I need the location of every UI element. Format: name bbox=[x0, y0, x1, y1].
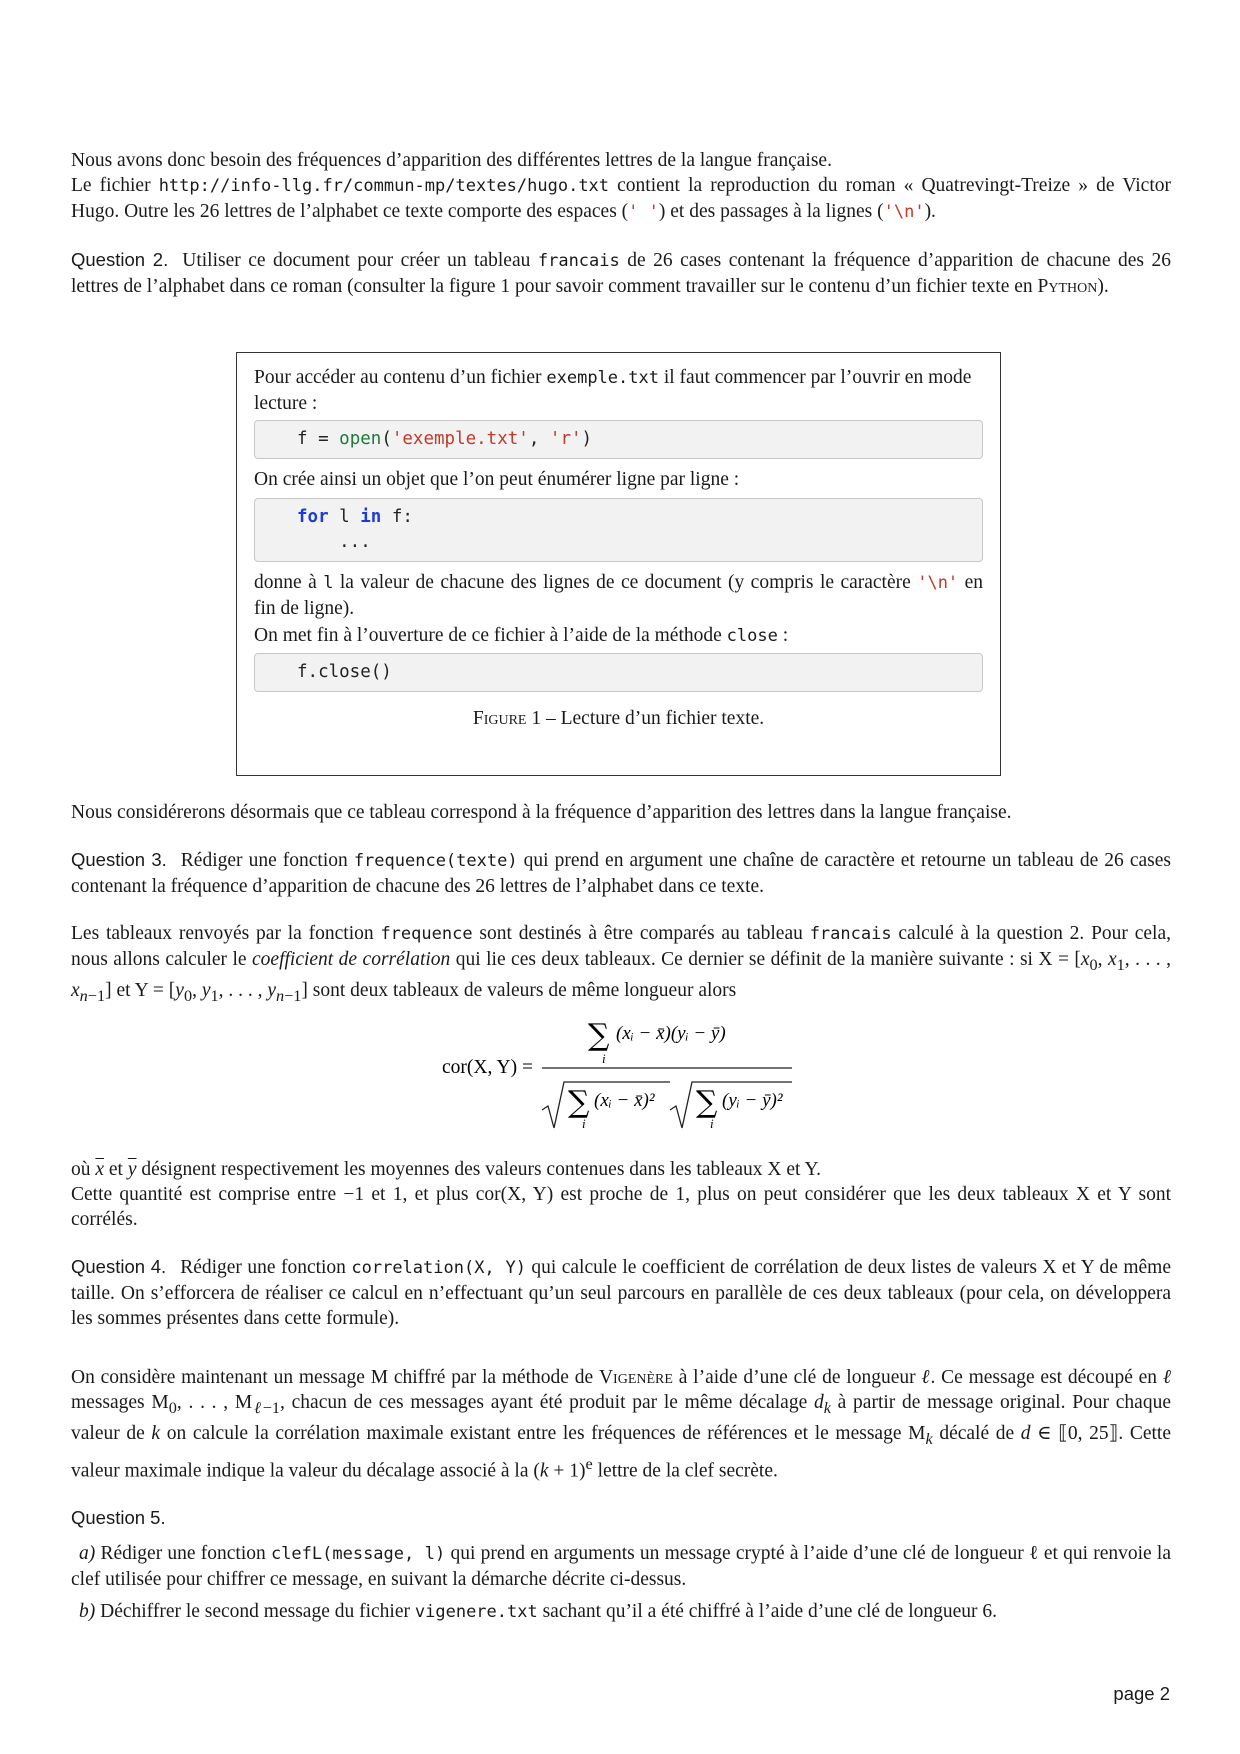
figure-text-4: On met fin à l’ouverture de ce fichier à l’aide de la méthode close : bbox=[254, 625, 789, 646]
correlation-paragraph: Les tableaux renvoyés par la fonction frequence sont destinés à être comparés au tableau francais calculé à la question 2. Pour cela, nous allons calculer le coefficient de corrélation qui lie ces deux tableaux. Ce dernier se définit de la manière suivante : si $X = [x_0$, $x_1$, . . . , $x_{n-1}$] et $Y = [y_0$, $y_1$, . . . , $y_{n-1}$] sont deux tableaux de valeurs de même longueur alors bbox=[71, 923, 1171, 1005]
question-label: Question 2. bbox=[71, 249, 169, 270]
question-5-label: Question 5. bbox=[71, 1507, 166, 1529]
code-block-open: f = open('exemple.txt', 'r') bbox=[254, 420, 983, 459]
paragraph-after-figure: Nous considérerons désormais que ce tableau correspond à la fréquence d’apparition des lettres dans la langue française. bbox=[71, 802, 1012, 823]
sum-index: i bbox=[602, 1051, 606, 1066]
means-paragraph: où $\overline{x}$ et $\overline{y}$ désignent respectivement les moyennes des valeurs contenues dans les tableaux X et Y. Cette quantité est comprise entre −1 et 1, et plus cor(X, Y) est proche de 1, plus on peut considérer que les deux tableaux X et Y sont corrélés. bbox=[71, 1159, 1171, 1230]
question-3: Question 3. Rédiger une fonction frequence(texte) qui prend en argument une chaîne de caractère et retourne un tableau de 26 cases contenant la fréquence d’apparition de chacune des 26 lettres de l’alphabet dans ce texte. bbox=[71, 849, 1171, 897]
formula-denominator-1: (xᵢ − x̄)² bbox=[594, 1090, 655, 1111]
page-body-2 bbox=[71, 800, 1171, 1009]
question-5b: b) Déchiffrer le second message du fichier vigenere.txt sachant qu’il a été chiffré à l’aide d’une clé de longueur 6. bbox=[79, 1601, 998, 1623]
figure-text-2: On crée ainsi un objet que l’on peut énumérer ligne par ligne : bbox=[254, 469, 740, 490]
formula-denominator-2: (yᵢ − ȳ)² bbox=[722, 1090, 783, 1111]
sum-index-3: i bbox=[710, 1116, 714, 1131]
formula-svg bbox=[430, 1010, 830, 1130]
hugo-url: http://info-llg.fr/commun-mp/textes/hugo.txt bbox=[158, 176, 610, 196]
question-5a: a) Rédiger une fonction clefL(message, l) qui prend en arguments un message crypté à l’aide d’une clé de longueur ℓ et qui renvoie la clef utilisée pour chiffrer ce message, en suivant la démarche décrite ci-dessus. bbox=[71, 1543, 1171, 1591]
question-5-items bbox=[71, 1541, 1171, 1625]
sum-icon: ∑ bbox=[588, 1018, 610, 1053]
sum-icon-2: ∑ bbox=[568, 1085, 590, 1120]
formula-lhs: cor(X, Y) = bbox=[442, 1057, 533, 1078]
figure-text-1: Pour accéder au contenu d’un fichier exemple.txt il faut commencer par l’ouvrir en mode lecture : bbox=[254, 367, 972, 414]
vigenere-paragraph: On considère maintenant un message M chiffré par la méthode de Vigenère à l’aide d’une clé de longueur ℓ. Ce message est découpé en ℓ messages $M_0$, . . . , $M_{\ell-1}$, chacun de ces messages ayant été produit par le même décalage $d_k$ à partir de message original. Pour chaque valeur de k on calcule la corrélation maximale existant entre les fréquences de références et le message $M_k$ décalé de d ∈ ⟦0, 25⟧. Cette valeur maximale indique la valeur du décalage associé à la $(k + 1)^e$ lettre de la clef secrète. bbox=[71, 1367, 1171, 1482]
sum-index-2: i bbox=[582, 1116, 586, 1131]
formula-numerator: (xᵢ − x̄)(yᵢ − ȳ) bbox=[616, 1023, 726, 1044]
page-body-3 bbox=[71, 1157, 1171, 1625]
figure-caption: Figure 1 – Lecture d’un fichier texte. bbox=[472, 708, 765, 729]
question-2: Question 2. Utiliser ce document pour créer un tableau francais de 26 cases contenant la fréquence d’apparition de chacune des 26 lettres de l’alphabet dans ce roman (consulter la figure 1 pour savoir comment travailler sur le contenu d’un fichier texte en Python). bbox=[71, 249, 1171, 297]
question-4: Question 4. Rédiger une fonction correlation(X, Y) qui calcule le coefficient de corrélation de deux listes de valeurs X et Y de même taille. On s’efforcera de réaliser ce calcul en n’effectuant qu’un seul parcours en parallèle de ces deux tableaux (pour cela, on développera les sommes présentes dans cette formule). bbox=[71, 1256, 1171, 1329]
figure-text-3: donne à l la valeur de chacune des lignes de ce document (y compris le caractère '\n' en fin de ligne). bbox=[254, 572, 984, 619]
intro-paragraph: Nous avons donc besoin des fréquences d’apparition des différentes lettres de la langue française. Le fichier http://info-llg.fr/commun-mp/textes/hugo.txt contient la reproduction du roman « Quatrevingt-Treize » de Victor Hugo. Outre les 26 lettres de l’alphabet ce texte comporte des espaces (' ') et des passages à la lignes ('\n'). bbox=[71, 150, 1171, 222]
page-body bbox=[71, 148, 1171, 299]
figure-1 bbox=[236, 352, 1001, 776]
correlation-formula bbox=[430, 1010, 830, 1130]
page-number: page 2 bbox=[1113, 1683, 1170, 1704]
code-block-close: f.close() bbox=[254, 653, 983, 692]
sum-icon-3: ∑ bbox=[696, 1085, 718, 1120]
code-block-for: for l in f: ... bbox=[254, 498, 983, 562]
